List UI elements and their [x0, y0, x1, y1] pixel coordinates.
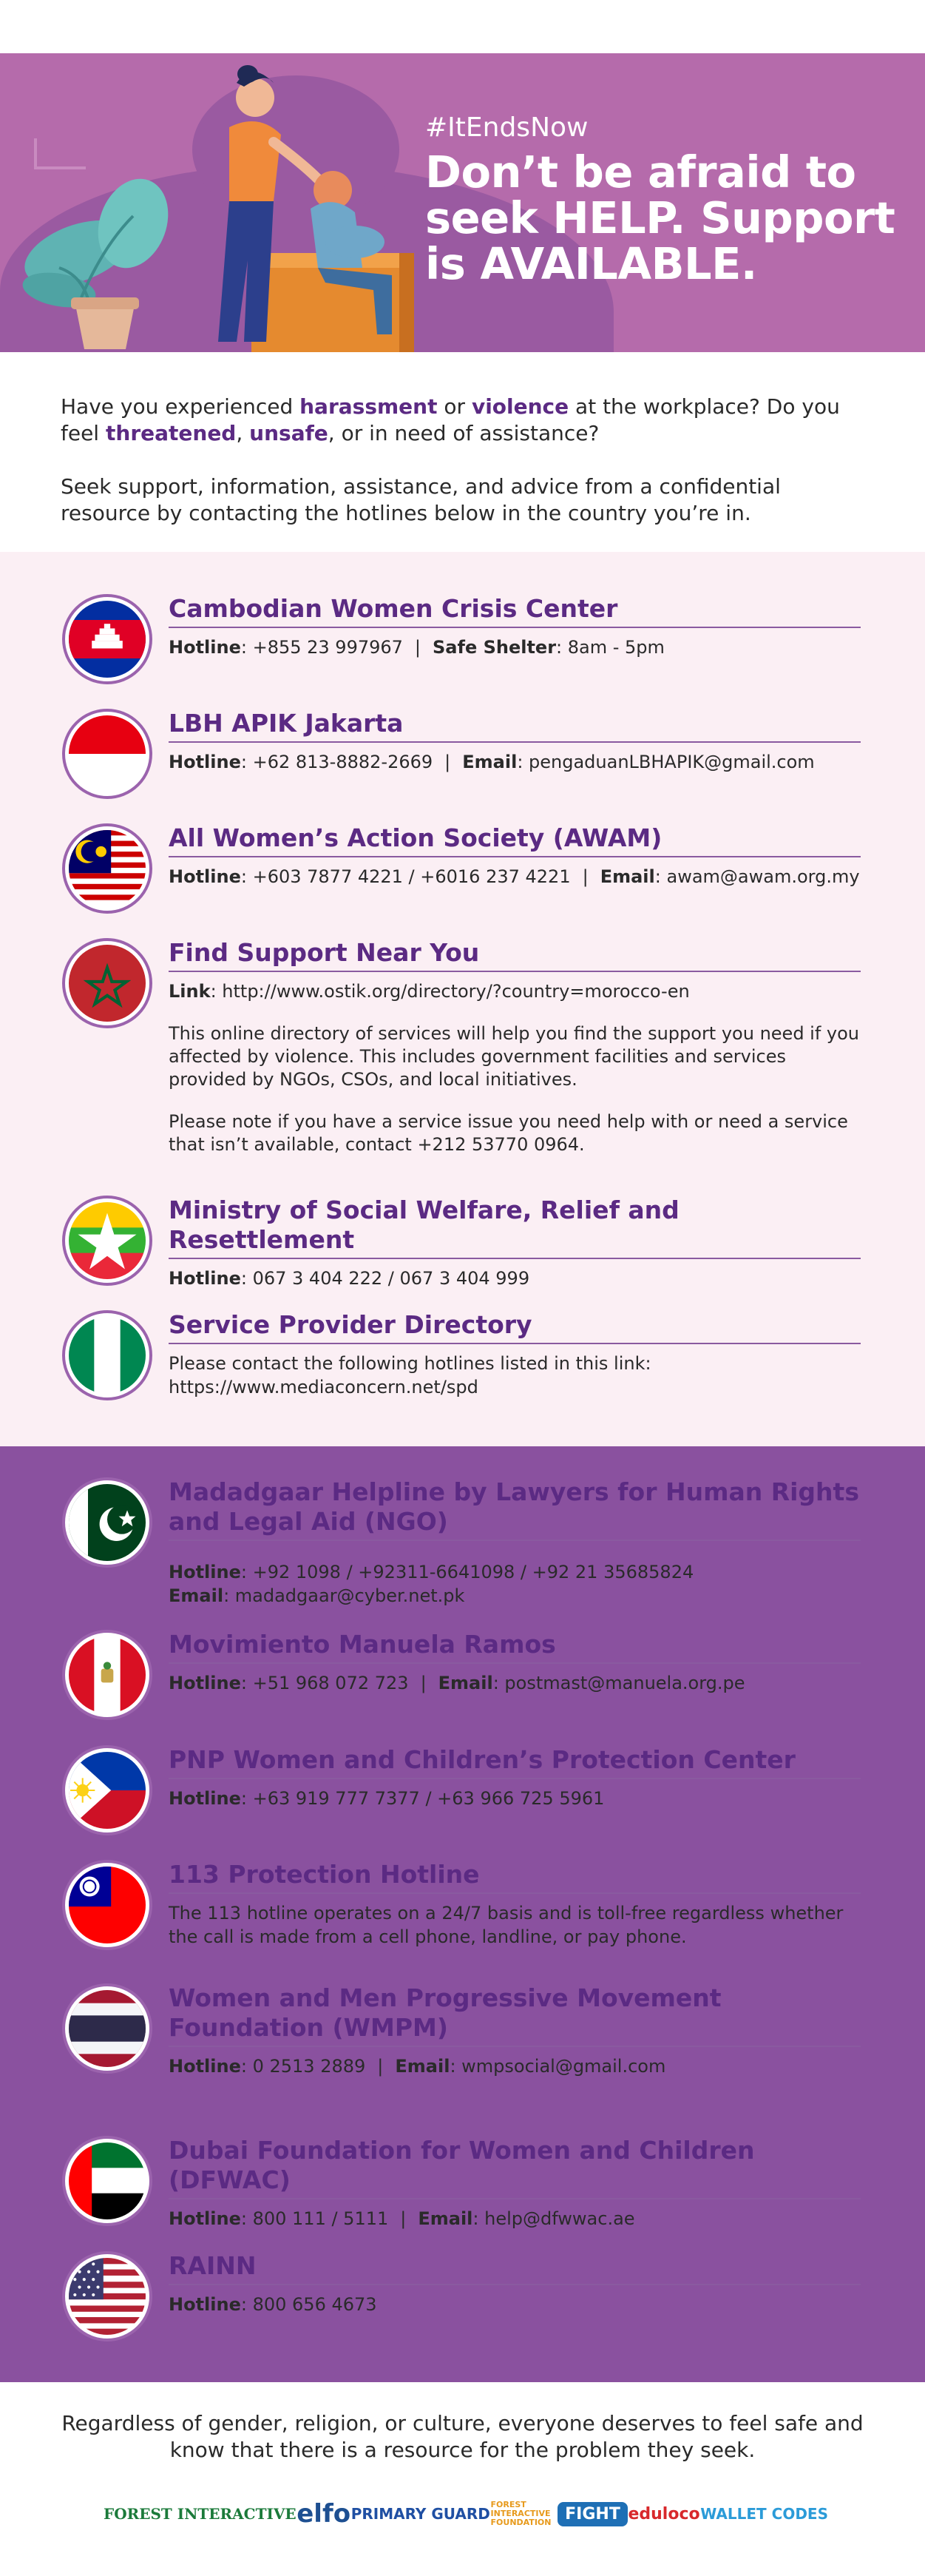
email-link[interactable]: : awam@awam.org.my — [654, 866, 860, 887]
hero-banner — [0, 53, 925, 352]
hotline-number[interactable]: : +855 23 997967 — [240, 637, 403, 658]
partner-logos — [104, 2493, 828, 2535]
pakistan-flag-icon — [62, 1477, 152, 1568]
email-link[interactable]: : postmast@manuela.org.pe — [492, 1673, 745, 1693]
entry-contact: Hotline: 800 656 4673 — [169, 2294, 377, 2315]
hotline-number[interactable]: : +51 968 072 723 — [240, 1673, 409, 1693]
logo-forest-interactive-foundation: FOREST INTERACTIVE FOUNDATION — [490, 2500, 552, 2527]
entry-description: This online directory of services will help you find the support you need if you affected by violence. This includes government facilities and services provided by NGOs, CSOs, and local initiatives. — [169, 1023, 860, 1090]
malaysia-flag-icon — [62, 823, 152, 914]
cambodia-flag-icon — [62, 594, 152, 684]
taiwan-flag-icon — [62, 1860, 152, 1950]
footer-message: Regardless of gender, religion, or culture, everyone deserves to feel safe and know that there is a resource for the problem they seek. — [61, 2411, 864, 2462]
entry-title: Women and Men Progressive Movement Foundation (WMPM) — [169, 1983, 861, 2047]
entry-title: PNP Women and Children’s Protection Center — [169, 1745, 861, 1779]
intro-text — [61, 394, 867, 553]
entry-contact: Hotline: +92 1098 / +92311-6641098 / +92 21 35685824 — [169, 1562, 694, 1582]
entry-title: Cambodian Women Crisis Center — [169, 594, 861, 628]
entry-title: RAINN — [169, 2251, 861, 2285]
entry-title: Find Support Near You — [169, 938, 861, 972]
hotline-number[interactable]: : +92 1098 / +92311-6641098 / +92 21 35685824 — [240, 1562, 694, 1582]
logo-elfo: elfo — [297, 2499, 351, 2529]
indonesia-flag-icon — [62, 709, 152, 799]
hotline-number[interactable]: : 800 111 / 5111 — [240, 2208, 389, 2229]
hotline-number[interactable]: : 0 2513 2889 — [240, 2056, 366, 2077]
email-link[interactable]: : pengaduanLBHAPIK@gmail.com — [517, 752, 815, 772]
email-link[interactable]: : madadgaar@cyber.net.pk — [223, 1585, 465, 1606]
email-link[interactable]: : wmpsocial@gmail.com — [450, 2056, 666, 2077]
entry-note: Please note if you have a service issue you need help with or need a service that isn’t available, contact +212 53770 0964. — [169, 1111, 848, 1155]
plant-icon — [16, 169, 180, 349]
logo-forest-interactive: FOREST INTERACTIVE — [104, 2505, 297, 2523]
entry-contact: Hotline: +62 813-8882-2669 | Email: pengaduanLBHAPIK@gmail.com — [169, 752, 815, 772]
logo-wallet-codes: WALLET CODES — [700, 2505, 828, 2523]
uae-flag-icon — [62, 2136, 152, 2226]
myanmar-flag-icon — [62, 1196, 152, 1286]
entry-title: Madadgaar Helpline by Lawyers for Human Rights and Legal Aid (NGO) — [169, 1477, 861, 1541]
entry-contact: Hotline: 800 111 / 5111 | Email: help@dfwwac.ae — [169, 2208, 635, 2229]
hotline-number[interactable]: : 067 3 404 222 / 067 3 404 999 — [240, 1268, 530, 1289]
directory-link[interactable]: : http://www.ostik.org/directory/?country=morocco-en — [210, 981, 690, 1002]
thailand-flag-icon — [62, 1983, 152, 2074]
hotline-number[interactable]: : +63 919 777 7377 / +63 966 725 5961 — [240, 1788, 605, 1809]
hotline-number[interactable]: : +62 813-8882-2669 — [240, 752, 433, 772]
entry-title: LBH APIK Jakarta — [169, 709, 861, 743]
peru-flag-icon — [62, 1630, 152, 1720]
entry-text: The 113 hotline operates on a 24/7 basis and is toll-free regardless whether the call is made from a cell phone, landline, or pay phone. — [169, 1903, 844, 1947]
entry-email: Email: madadgaar@cyber.net.pk — [169, 1585, 465, 1606]
hotline-number[interactable]: : +603 7877 4221 / +6016 237 4221 — [240, 866, 571, 887]
entry-title: All Women’s Action Society (AWAM) — [169, 823, 861, 857]
hotline-number[interactable]: : 800 656 4673 — [240, 2294, 377, 2315]
usa-flag-icon — [62, 2251, 152, 2341]
entry-contact: Hotline: 067 3 404 222 / 067 3 404 999 — [169, 1268, 530, 1289]
logo-fight: FIGHT — [558, 2502, 628, 2526]
logo-primary-guard: PRIMARY GUARD — [350, 2505, 490, 2523]
logo-eduloco: eduloco — [628, 2504, 700, 2523]
entry-contact: Hotline: +51 968 072 723 | Email: postmast@manuela.org.pe — [169, 1673, 745, 1693]
entry-title: 113 Protection Hotline — [169, 1860, 861, 1894]
entry-title: Service Provider Directory — [169, 1310, 861, 1344]
entry-contact: Hotline: +603 7877 4221 / +6016 237 4221 | Email: awam@awam.org.my — [169, 866, 860, 887]
entry-title: Ministry of Social Welfare, Relief and Resettlement — [169, 1196, 861, 1259]
email-link[interactable]: : help@dfwwac.ae — [472, 2208, 635, 2229]
philippines-flag-icon — [62, 1745, 152, 1835]
entry-title: Movimiento Manuela Ramos — [169, 1630, 861, 1664]
morocco-flag-icon — [62, 938, 152, 1028]
entry-contact: Hotline: +855 23 997967 | Safe Shelter: 8am - 5pm — [169, 637, 665, 658]
entry-contact: Hotline: +63 919 777 7377 / +63 966 725 5961 — [169, 1788, 605, 1809]
entry-title: Dubai Foundation for Women and Children (DFWAC) — [169, 2136, 861, 2199]
nigeria-flag-icon — [62, 1310, 152, 1400]
entry-link: Link: http://www.ostik.org/directory/?country=morocco-en — [169, 981, 690, 1002]
intro-question: Have you experienced harassment or violence at the workplace? Do you feel threatened, unsafe, or in need of assistance? — [61, 394, 840, 445]
hero-title: Don’t be afraid to seek HELP. Support is AVAILABLE. — [425, 146, 895, 289]
hashtag: #ItEndsNow — [425, 112, 589, 143]
entry-text: Please contact the following hotlines listed in this link: https://www.mediaconcern.net/spd — [169, 1353, 651, 1397]
intro-instruction: Seek support, information, assistance, and advice from a confidential resource by contacting the hotlines below in the country you’re in. — [61, 474, 781, 525]
entry-contact: Hotline: 0 2513 2889 | Email: wmpsocial@gmail.com — [169, 2056, 666, 2077]
support-illustration — [7, 53, 421, 352]
